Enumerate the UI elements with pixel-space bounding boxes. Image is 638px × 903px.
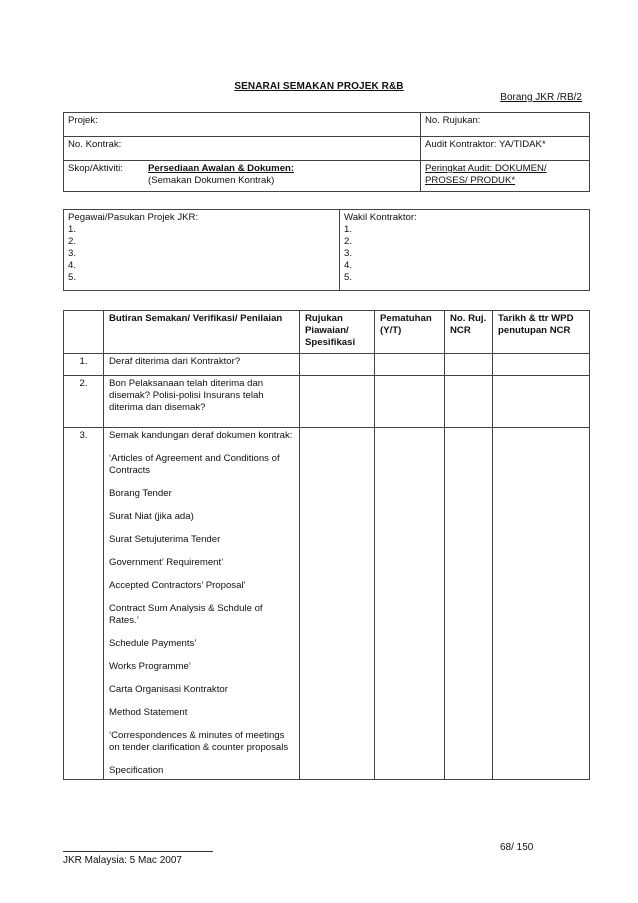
list-item: Contract Sum Analysis & Schdule of Rates.’ [109, 603, 263, 626]
list-item: Surat Setujuterima Tender [109, 534, 221, 545]
peringkat-line-1: Peringkat Audit: DOKUMEN/ [425, 163, 547, 174]
header-rujukan: Rujukan Piawaian/ Spesifikasi [300, 311, 375, 354]
wakil-num-5: 5. [344, 272, 353, 283]
table-row [64, 428, 590, 780]
tarikh-cell [493, 376, 590, 428]
list-item: Accepted Contractors’ Proposal’ [109, 580, 246, 591]
header-tarikh: Tarikh & ttr WPD penutupan NCR [493, 311, 590, 354]
pematuhan-cell [375, 354, 445, 376]
footer-divider [63, 851, 213, 852]
pegawai-num-1: 1. [68, 224, 77, 235]
no-kontrak-field: No. Kontrak: [64, 137, 421, 161]
wakil-num-3: 3. [344, 248, 353, 259]
list-item: Works Programme’ [109, 661, 191, 672]
skop-subtitle: (Semakan Dokumen Kontrak) [148, 175, 275, 186]
tarikh-cell [493, 428, 590, 780]
skop-label: Skop/Aktiviti: [68, 163, 123, 174]
pegawai-num-4: 4. [68, 260, 77, 271]
list-item: Specification [109, 765, 164, 776]
row-number: 2. [64, 376, 104, 428]
row-text-with-subitems [104, 428, 300, 780]
project-info-table [63, 112, 590, 192]
audit-kontraktor-field: Audit Kontraktor: YA/TIDAK* [421, 137, 590, 161]
pegawai-num-5: 5. [68, 272, 77, 283]
wakil-num-4: 4. [344, 260, 353, 271]
wakil-num-2: 2. [344, 236, 353, 247]
row-text: Deraf diterima dari Kontraktor? [104, 354, 300, 376]
table-row [64, 376, 590, 428]
skop-aktiviti-cell [64, 161, 421, 192]
page-number: 68/ 150 [500, 842, 534, 853]
list-item: Borang Tender [109, 488, 172, 499]
pematuhan-cell [375, 376, 445, 428]
peringkat-audit-cell [421, 161, 590, 192]
wakil-num-1: 1. [344, 224, 353, 235]
row-number: 1. [64, 354, 104, 376]
list-item: ‘Correspondences & minutes of meetings on tender clarification & counter proposals [109, 730, 289, 753]
list-item: Schedule Payments’ [109, 638, 197, 649]
pegawai-jkr-cell [64, 210, 340, 291]
peringkat-line-2: PROSES/ PRODUK* [425, 175, 516, 186]
wakil-title: Wakil Kontraktor: [344, 212, 417, 223]
document-title: SENARAI SEMAKAN PROJEK R&B [234, 81, 404, 92]
pegawai-title: Pegawai/Pasukan Projek JKR: [68, 212, 199, 223]
list-item: Government’ Requirement’ [109, 557, 224, 568]
footer-note: JKR Malaysia: 5 Mac 2007 [63, 855, 182, 866]
list-item: Carta Organisasi Kontraktor [109, 684, 228, 695]
pematuhan-cell [375, 428, 445, 780]
wakil-kontraktor-cell [340, 210, 590, 291]
header-butiran: Butiran Semakan/ Verifikasi/ Penilaian [104, 311, 300, 354]
no-ruj-cell [445, 376, 493, 428]
pegawai-num-3: 3. [68, 248, 77, 259]
projek-field: Projek: [64, 113, 421, 137]
list-item: Method Statement [109, 707, 188, 718]
rujukan-cell [300, 428, 375, 780]
header-num [64, 311, 104, 354]
list-item: Surat Niat (jika ada) [109, 511, 194, 522]
checklist-table [63, 310, 590, 780]
no-rujukan-field: No. Rujukan: [421, 113, 590, 137]
no-ruj-cell [445, 354, 493, 376]
list-item: ‘Articles of Agreement and Conditions of Contracts [109, 453, 280, 476]
table-row [64, 354, 590, 376]
header-no-ruj: No. Ruj. NCR [445, 311, 493, 354]
no-ruj-cell [445, 428, 493, 780]
form-code: Borang JKR /RB/2 [500, 92, 582, 103]
row-number: 3. [64, 428, 104, 780]
row-text: Semak kandungan deraf dokumen kontrak: [109, 430, 293, 441]
tarikh-cell [493, 354, 590, 376]
header-pematuhan: Pematuhan (Y/T) [375, 311, 445, 354]
row-text: Bon Pelaksanaan telah diterima dan disemak? Polisi-polisi Insurans telah diterima dan disemak? [104, 376, 300, 428]
rujukan-cell [300, 376, 375, 428]
rujukan-cell [300, 354, 375, 376]
pegawai-num-2: 2. [68, 236, 77, 247]
staff-table [63, 209, 590, 291]
skop-value: Persediaan Awalan & Dokumen: [148, 163, 295, 174]
